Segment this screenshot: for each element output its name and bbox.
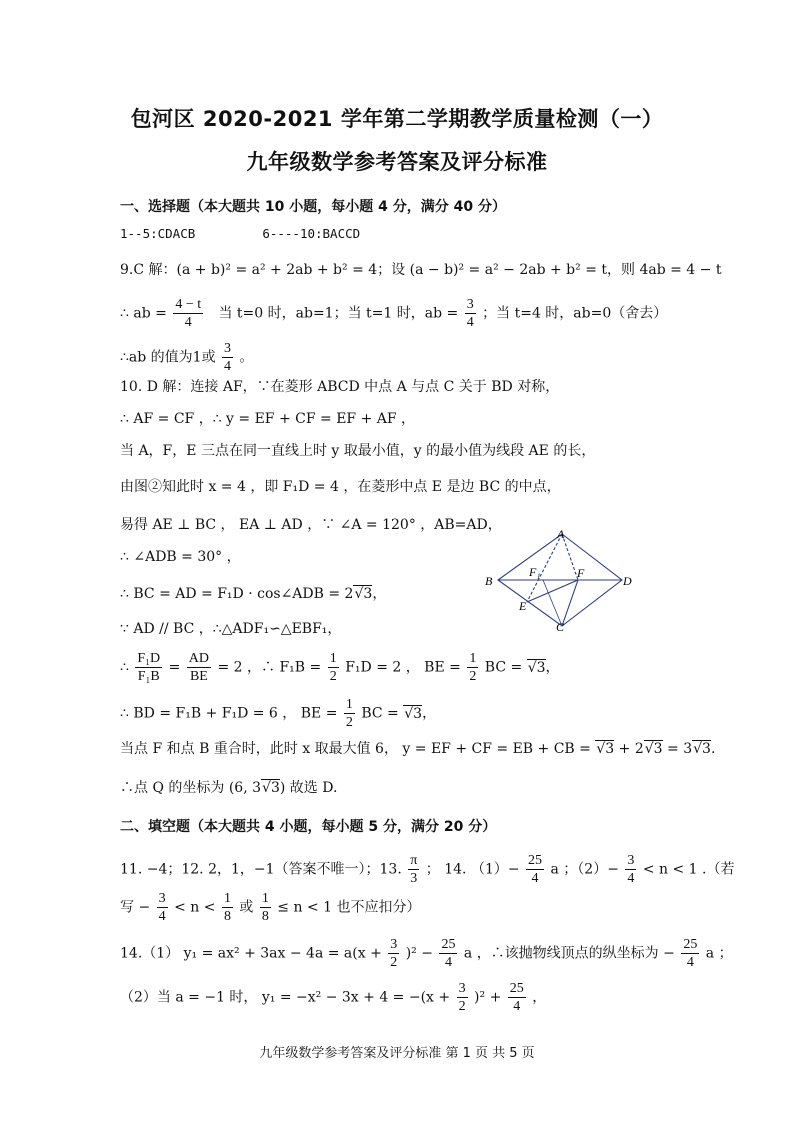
q10-line11 bbox=[120, 739, 715, 759]
label-a: A bbox=[557, 528, 565, 541]
document-subtitle: 九年级数学参考答案及评分标准 bbox=[246, 150, 548, 174]
frac-num: 1 bbox=[223, 891, 231, 906]
section1-heading: 一、选择题（本大题共 10 小题，每小题 4 分，满分 40 分） bbox=[120, 199, 506, 215]
q14-2-expr: （2）当 a = −1 时， y₁ = −x² − 3x + 4 = −(x + bbox=[120, 989, 451, 1006]
q10-line1: 10. D 解：连接 AF，∵在菱形 ABCD 中点 A 与点 C 关于 BD 对称， bbox=[120, 379, 560, 395]
frac-num: 3 bbox=[466, 297, 474, 312]
q10-line10 bbox=[120, 696, 436, 731]
q9-line1: 9.C 解：(a + b)² = a² + 2ab + b² = 4；设 (a − b)² = a² − 2ab + b² = t，则 4ab = 4 − t bbox=[120, 262, 722, 278]
sqrt: √3 bbox=[693, 741, 711, 757]
frac-den: 8 bbox=[261, 909, 269, 924]
sqrt-arg: 3 bbox=[536, 659, 546, 676]
q9-line2 bbox=[120, 296, 667, 331]
frac-num: 25 bbox=[528, 853, 543, 868]
q10-ratio-text: = 2 ，∴ F₁B = bbox=[217, 659, 322, 676]
q10-line6: ∴ ∠ADB = 30° ， bbox=[120, 549, 241, 565]
sqrt-arg: 3 bbox=[605, 741, 615, 757]
fraction bbox=[222, 340, 233, 375]
label-c: C bbox=[556, 620, 565, 632]
fill-line2 bbox=[120, 890, 420, 925]
q10-bc-text: BC = bbox=[484, 659, 523, 676]
fill-note-or: 或 bbox=[239, 899, 254, 916]
segment-ef bbox=[527, 580, 578, 602]
frac-num: π bbox=[410, 853, 418, 868]
q10-line7 bbox=[120, 584, 386, 604]
q10-q-coord: ∴点 Q 的坐标为 (6, 3 bbox=[120, 780, 262, 796]
q14-1-sq: )² − bbox=[405, 945, 433, 962]
frac-den: 4 bbox=[531, 871, 539, 886]
frac-num: F₁D bbox=[137, 651, 161, 666]
document-title: 包河区 2020-2021 学年第二学期教学质量检测（一） bbox=[130, 107, 664, 131]
sqrt: √3 bbox=[262, 780, 280, 796]
frac-num: 3 bbox=[627, 853, 635, 868]
frac-den: 2 bbox=[390, 955, 398, 970]
q10-line8: ∵ AD // BC ，∴△ADF₁∽△EBF₁， bbox=[120, 621, 342, 637]
q14-2-end: ， bbox=[532, 989, 547, 1006]
sqrt-arg: 3 bbox=[702, 741, 711, 757]
frac-den: 4 bbox=[466, 315, 474, 330]
q14-line2 bbox=[120, 980, 546, 1015]
frac-num: 3 bbox=[390, 937, 398, 952]
fraction bbox=[344, 696, 355, 731]
fill-note-mid: < n < bbox=[174, 899, 216, 916]
frac-num: 25 bbox=[441, 937, 456, 952]
frac-den: 4 bbox=[184, 315, 192, 330]
q10-comma: ， bbox=[422, 705, 437, 722]
fraction bbox=[157, 890, 168, 925]
fraction bbox=[625, 852, 636, 887]
section2-heading: 二、填空题（本大题共 4 小题，每小题 5 分，满分 20 分） bbox=[120, 819, 497, 835]
answers-6-10: 6----10:BACCD bbox=[262, 226, 361, 241]
frac-num: 25 bbox=[683, 937, 698, 952]
q9-ab-prefix: ∴ ab = bbox=[120, 305, 167, 322]
q14-line1 bbox=[120, 936, 733, 971]
frac-den: 4 bbox=[686, 955, 694, 970]
q9-case-end: ；当 t=4 时，ab=0（舍去） bbox=[482, 305, 668, 322]
frac-den: 2 bbox=[329, 669, 337, 684]
plus-two: + 2 bbox=[618, 741, 644, 757]
label-e: E bbox=[519, 599, 527, 613]
q9-cases: 当 t=0 时，ab=1；当 t=1 时，ab = bbox=[218, 305, 459, 322]
fraction bbox=[328, 650, 339, 685]
frac-num: 1 bbox=[345, 697, 353, 712]
q10-bc-text: BC = bbox=[361, 705, 399, 722]
fraction bbox=[388, 936, 399, 971]
q14-1-vertex: a ，∴该抛物线顶点的纵坐标为 − bbox=[463, 945, 675, 962]
equals-three: = 3 bbox=[667, 741, 693, 757]
q10-comma: ， bbox=[545, 659, 560, 676]
q10-line4: 由图②知此时 x = 4 ，即 F₁D = 4 ，在菱形中点 E 是边 BC 的中点， bbox=[120, 479, 561, 495]
q9-line3 bbox=[120, 340, 253, 375]
fill-note-end: ≤ n < 1 也不应扣分） bbox=[277, 899, 421, 916]
fraction bbox=[457, 980, 468, 1015]
sqrt: √3 bbox=[527, 659, 546, 676]
frac-den: 3 bbox=[410, 871, 418, 886]
q10-comma: ， bbox=[372, 586, 387, 602]
equals: = bbox=[168, 659, 181, 676]
q10-line3: 当 A，F，E 三点在同一直线上时 y 取最小值，y 的最小值为线段 AE 的长， bbox=[120, 443, 596, 459]
q14-1-expr: 14.（1） y₁ = ax² + 3ax − 4a = a(x + bbox=[120, 945, 382, 962]
fill-14-1: ； 14. （1）− bbox=[425, 861, 520, 878]
sqrt: √3 bbox=[404, 705, 423, 722]
fraction bbox=[465, 296, 476, 331]
frac-den: BE bbox=[189, 669, 208, 684]
fraction bbox=[508, 980, 526, 1015]
sqrt: √3 bbox=[644, 741, 663, 757]
q10-line2: ∴ AF = CF ，∴ y = EF + CF = EF + AF ， bbox=[120, 411, 416, 427]
sqrt-arg: 3 bbox=[363, 586, 373, 602]
q10-line9 bbox=[120, 650, 560, 685]
frac-den: 4 bbox=[627, 871, 635, 886]
q14-1-end: a ； bbox=[705, 945, 733, 962]
q10-line12 bbox=[120, 778, 337, 798]
fill-line1 bbox=[120, 852, 734, 887]
sqrt-arg: 3 bbox=[653, 741, 663, 757]
q10-answer-end: ) 故选 D. bbox=[279, 780, 338, 796]
rhombus-figure bbox=[480, 528, 640, 632]
frac-den: 4 bbox=[158, 909, 166, 924]
q10-bd-text: ∴ BD = F₁B + F₁D = 6 ， BE = bbox=[120, 705, 338, 722]
fraction bbox=[467, 650, 478, 685]
q10-line5: 易得 AE ⊥ BC ， EA ⊥ AD ，∵ ∠A = 120° ，AB=AD， bbox=[120, 517, 502, 533]
q10-f1d-text: F₁D = 2 ， BE = bbox=[345, 659, 461, 676]
fraction bbox=[222, 890, 233, 925]
fraction bbox=[408, 852, 419, 887]
fill-14-2: a ；（2）− bbox=[550, 861, 619, 878]
frac-den: 2 bbox=[345, 715, 353, 730]
fill-11-13: 11. −4；12. 2，1，−1（答案不唯一）；13. bbox=[120, 861, 402, 878]
label-b: B bbox=[485, 574, 493, 588]
fraction bbox=[681, 936, 699, 971]
fraction bbox=[526, 852, 544, 887]
frac-den: 4 bbox=[513, 999, 521, 1014]
frac-num: 3 bbox=[224, 341, 232, 356]
choice-answers bbox=[120, 224, 360, 244]
segment-af bbox=[562, 534, 578, 580]
page-footer: 九年级数学参考答案及评分标准 第 1 页 共 5 页 bbox=[259, 1046, 535, 1061]
label-d: D bbox=[623, 574, 632, 588]
sqrt-arg: 3 bbox=[270, 780, 280, 796]
sqrt: √3 bbox=[596, 741, 615, 757]
q10-max-text: 当点 F 和点 B 重合时，此时 x 取最大值 6， y = EF + CF = EB + CB = bbox=[120, 741, 591, 757]
frac-den: 8 bbox=[223, 909, 231, 924]
q9-period: 。 bbox=[239, 349, 254, 366]
q14-2-sq: )² + bbox=[474, 989, 502, 1006]
segment-fc bbox=[562, 580, 578, 626]
frac-num: 1 bbox=[261, 891, 269, 906]
frac-den: 2 bbox=[469, 669, 477, 684]
therefore: ∴ bbox=[120, 659, 129, 676]
label-f1: F₁ bbox=[529, 565, 541, 579]
fraction bbox=[439, 936, 457, 971]
frac-den: F₁B bbox=[137, 669, 160, 684]
frac-den: 2 bbox=[458, 999, 466, 1014]
answers-1-5: 1--5:CDACB bbox=[120, 226, 196, 241]
frac-num: AD bbox=[188, 651, 210, 666]
fraction bbox=[260, 890, 271, 925]
period: . bbox=[710, 741, 716, 757]
frac-num: 3 bbox=[458, 981, 466, 996]
fraction bbox=[173, 296, 203, 331]
q9-conclusion: ∴ab 的值为1或 bbox=[120, 349, 216, 366]
frac-den: 4 bbox=[444, 955, 452, 970]
frac-num: 1 bbox=[329, 651, 337, 666]
fraction bbox=[187, 650, 211, 685]
sqrt-arg: 3 bbox=[413, 705, 423, 722]
label-f: F bbox=[577, 566, 585, 580]
fill-14-end: < n < 1 .（若 bbox=[642, 861, 735, 878]
fill-note-prefix: 写 − bbox=[120, 899, 151, 916]
q10-bc-expr: ∴ BC = AD = F₁D · cos∠ADB = 2 bbox=[120, 586, 354, 602]
sqrt: √3 bbox=[354, 586, 373, 602]
frac-num: 4 − t bbox=[175, 297, 202, 312]
frac-den: 4 bbox=[224, 359, 232, 374]
frac-num: 25 bbox=[509, 981, 524, 996]
frac-num: 1 bbox=[469, 651, 477, 666]
frac-num: 3 bbox=[158, 891, 166, 906]
fraction bbox=[135, 650, 162, 685]
